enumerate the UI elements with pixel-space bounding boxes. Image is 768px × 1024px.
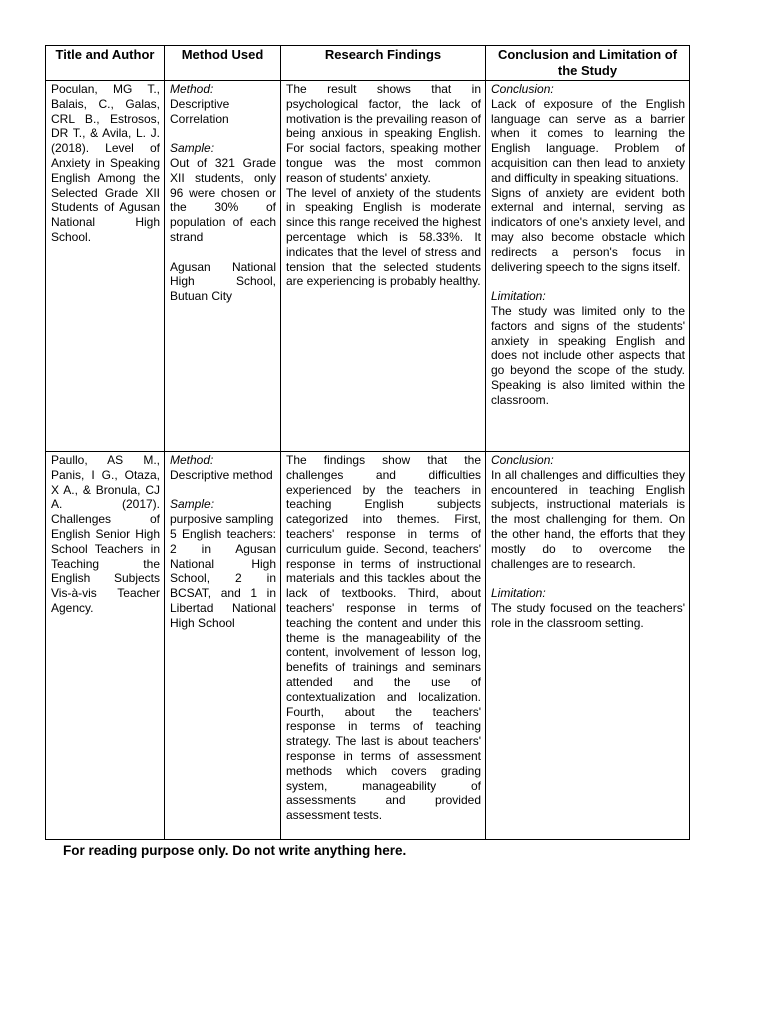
method-value: Descriptive Correlation [170, 96, 230, 126]
conclusion-paragraph: Signs of anxiety are evident both external and internal, serving as indicators of one's anxiety level, and may also become obstacle which redirects a person's focus in delivering speech to the signs itself. [491, 185, 685, 274]
title-author-text: Paullo, AS M., Panis, I G., Otaza, X A., & Bronula, CJ A. (2017). Challenges of English Senior High School Teachers in Teaching the English Subjects Vis-à-vis Teacher Agency. [51, 453, 160, 615]
findings-paragraph: The findings show that the challenges and difficulties experienced by the teachers in teaching English subjects categorized into themes. First, teachers' response in terms of curriculum guide. Second, teachers' response in terms of instructional materials and this tackles about the lack of textbooks. Third, about teachers' response in terms of teaching the content and under this theme is the manageability of the content, involvement of lesson log, benefits of trainings and seminars attended and the use of contextualization and localization. Fourth, about the teachers' response in terms of teaching strategy. The last is about teachers' response in terms of assessment methods which covers grading system, manageability of assessments and provided assessment tests. [286, 453, 481, 823]
sample-label: Sample: [170, 497, 215, 512]
limitation-text: The study was limited only to the factors and signs of the students' anxiety in speaking English and does not include other aspects that go beyond the scope of the study. Speaking is also limited within the classroom. [491, 303, 685, 407]
table-row [46, 81, 690, 452]
limitation-label: Limitation: [491, 586, 546, 601]
conclusion-paragraph: Lack of exposure of the English language can serve as a barrier when it comes to learning the English language. Problem of acquisition can then lead to anxiety and difficulty in speaking situations. [491, 96, 685, 185]
sample-value: Out of 321 Grade XII students, only 96 were chosen or the 30% of population of each strand [170, 155, 276, 244]
table-header-row [46, 46, 690, 81]
method-value: Descriptive method [170, 467, 273, 482]
conclusion-label: Conclusion: [491, 82, 554, 96]
cell-method [165, 452, 281, 840]
header-title-author: Title and Author [46, 46, 165, 81]
sample-label: Sample: [170, 141, 215, 156]
cell-title-author [46, 452, 165, 840]
title-author-text: Poculan, MG T., Balais, C., Galas, CRL B., Estrosos, DR T., & Avila, L. J. (2018). Level of Anxiety in Speaking English Among the Selected Grade XII Students of Agusan National High School. [51, 82, 160, 244]
method-label: Method: [170, 82, 214, 96]
header-conclusion: Conclusion and Limitation of the Study [486, 46, 690, 81]
limitation-text: The study focused on the teachers' role in the classroom setting. [491, 600, 685, 630]
conclusion-paragraph: In all challenges and difficulties they encountered in teaching English subjects, instructional materials is the most challenging for them. On the other hand, the efforts that they mostly do to overcome the challenges are to research. [491, 467, 685, 571]
method-label: Method: [170, 453, 214, 467]
sample-value: purposive sampling [170, 512, 274, 527]
literature-review-table [45, 45, 690, 840]
cell-findings [281, 81, 486, 452]
cell-conclusion [486, 452, 690, 840]
sample-location: Agusan National High School, Butuan City [170, 259, 276, 304]
table-row [46, 452, 690, 840]
findings-paragraph: The level of anxiety of the students in speaking English is moderate since this range received the highest percentage which is 58.33%. It indicates that the level of stress and tension that the selected students are experiencing is probably healthy. [286, 185, 481, 289]
limitation-label: Limitation: [491, 289, 546, 304]
reading-purpose-note: For reading purpose only. Do not write anything here. [63, 843, 407, 858]
header-findings: Research Findings [281, 46, 486, 81]
cell-findings [281, 452, 486, 840]
sample-location: 5 English teachers: 2 in Agusan National High School, 2 in BCSAT, and 1 in Libertad National High School [170, 526, 276, 630]
findings-paragraph: The result shows that in psychological factor, the lack of motivation is the prevailing reason of being anxious in speaking English. For social factors, speaking mother tongue was the most common reason of students' anxiety. [286, 82, 481, 185]
conclusion-label: Conclusion: [491, 453, 554, 467]
cell-method [165, 81, 281, 452]
cell-conclusion [486, 81, 690, 452]
header-method: Method Used [165, 46, 281, 81]
cell-title-author [46, 81, 165, 452]
